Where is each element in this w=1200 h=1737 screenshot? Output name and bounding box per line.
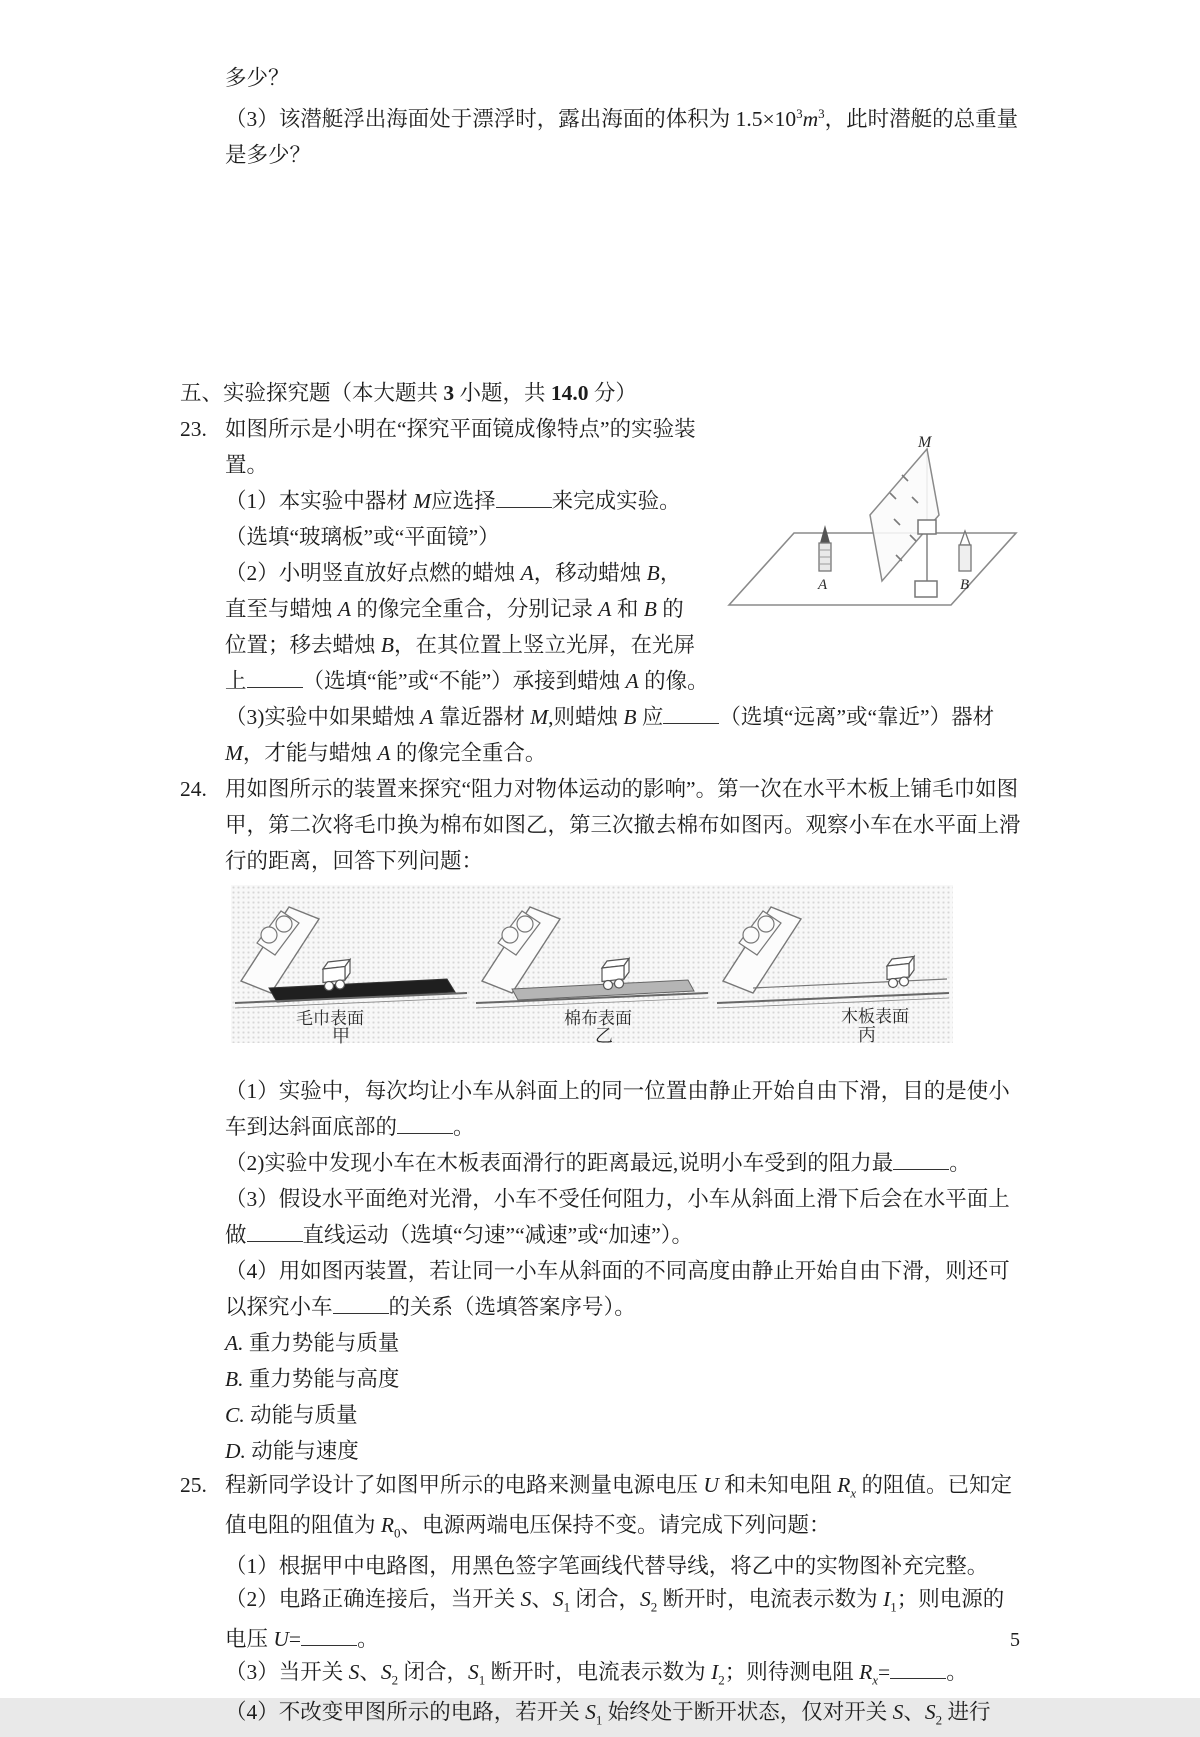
text-segment: 1 <box>890 1599 897 1615</box>
text-segment: ，此时潜艇的总重量是多少？ <box>225 107 1019 168</box>
panel-tag: 乙 <box>595 1026 613 1047</box>
question-part <box>225 1696 1022 1736</box>
text-segment: S <box>585 1700 596 1725</box>
text-segment: B <box>643 597 657 622</box>
text-segment: 来完成实验。（选填“玻璃板”或“平面镜”） <box>225 489 681 550</box>
question-part <box>225 1253 1022 1325</box>
page-content <box>180 60 1022 1737</box>
option-item <box>225 1361 1022 1397</box>
text-segment: = <box>878 1660 891 1685</box>
text-segment: （3）假设水平面绝对光滑，小车不受任何阻力，小车从斜面上滑下后会在水平面上做 <box>225 1187 1010 1248</box>
text-segment: C. <box>225 1403 245 1428</box>
text-segment: R <box>380 1513 395 1538</box>
text-segment: 如图所示是小明在“探究平面镜成像特点”的实验装置。 <box>225 417 696 478</box>
question-part <box>225 699 1022 771</box>
text-segment: S <box>468 1660 479 1685</box>
text-segment: 14.0 <box>550 381 589 406</box>
answer-blank <box>247 669 303 688</box>
panel-tag: 甲 <box>332 1026 350 1047</box>
text-segment: （选填“能”或“不能”）承接到蜡烛 <box>302 669 626 694</box>
text-segment: 动能与质量 <box>244 1403 358 1428</box>
text-segment: 应 <box>636 705 664 730</box>
text-segment: （4）不改变甲图所示的电路，若开关 <box>225 1700 586 1725</box>
option-item <box>225 1325 1022 1361</box>
text-segment: 程新同学设计了如图甲所示的电路来测量电源电压 <box>225 1473 704 1498</box>
text-segment: S <box>380 1660 392 1685</box>
question-body <box>225 411 1022 771</box>
question-part <box>225 1656 1022 1696</box>
text-segment: （1）本实验中器材 <box>225 489 414 514</box>
text-segment: 闭合， <box>570 1586 641 1611</box>
panel-board <box>717 907 949 1045</box>
text-segment: 的关系（选填答案序号）。 <box>388 1295 636 1320</box>
text-segment: 2 <box>718 1672 725 1688</box>
text-segment: B. <box>225 1367 244 1392</box>
text-segment: A <box>625 669 639 694</box>
table-surface <box>729 533 1016 605</box>
option-item <box>225 1397 1022 1433</box>
section-header <box>180 375 1022 411</box>
text-segment: R <box>859 1660 873 1685</box>
text-segment: 多少？ <box>225 66 290 90</box>
text-segment: 2 <box>935 1712 943 1728</box>
text-segment: （2）小明竖直放好点燃的蜡烛 <box>225 561 521 586</box>
question-body <box>225 1469 1022 1736</box>
text-segment: 3 <box>796 106 803 121</box>
question-part <box>225 1550 1022 1583</box>
text-segment: （3)实验中如果蜡烛 <box>225 705 421 730</box>
question-23 <box>180 411 1022 771</box>
question-part <box>225 1073 1022 1145</box>
text-segment: ，移动蜡烛 <box>533 561 647 586</box>
question-part <box>225 96 1022 173</box>
text-segment: ，在其位置上竖立光屏，在光屏上 <box>225 633 696 694</box>
text-segment: S <box>892 1700 904 1725</box>
question-part <box>225 1583 1022 1656</box>
question-intro <box>225 771 1022 879</box>
towel-surface <box>269 979 455 1002</box>
text-segment: 应选择 <box>431 489 496 514</box>
text-segment: M <box>530 705 549 730</box>
text-segment: ,则蜡烛 <box>548 705 624 730</box>
text-segment: S <box>552 1586 564 1611</box>
text-segment: 0 <box>394 1525 401 1541</box>
text-segment: S <box>348 1660 360 1685</box>
text-segment: 、 <box>359 1660 381 1685</box>
text-segment: 的位置；移去蜡烛 <box>225 597 684 658</box>
text-segment: （选填“远离”或“靠近”）器材 <box>719 705 995 730</box>
text-segment: S <box>924 1700 936 1725</box>
text-segment: A <box>520 561 534 586</box>
text-segment: 用如图所示的装置来探究“阻力对物体运动的影响”。第一次在水平木板上铺毛巾如图甲，第二次将毛巾换为棉布如图乙，第三次撤去棉布如图丙。观察小车在水平面上滑行的距离，回答下列问题： <box>225 777 1021 874</box>
text-segment: x <box>872 1672 879 1688</box>
text-segment: = <box>288 1627 302 1652</box>
text-segment: B <box>380 633 395 658</box>
panel-cotton <box>476 907 708 1046</box>
cart-on-surface <box>887 957 914 988</box>
text-segment: D. <box>225 1439 246 1464</box>
text-segment: S <box>520 1586 532 1611</box>
text-segment: A <box>420 705 434 730</box>
clamp-middle <box>918 520 936 534</box>
panel-tag: 丙 <box>858 1025 876 1046</box>
answer-blank <box>247 1223 303 1242</box>
text-segment: 五、实验探究题（本大题共 <box>180 381 444 406</box>
text-segment: （3）当开关 <box>225 1660 349 1685</box>
question-25 <box>180 1469 1022 1736</box>
question-number: 23. <box>180 417 207 442</box>
text-segment: 。 <box>949 1151 971 1176</box>
text-segment: 分） <box>588 381 637 406</box>
text-segment: 的像完全重合，分别记录 <box>351 597 599 622</box>
plane-mirror-experiment-figure <box>722 433 1022 633</box>
text-segment: 和未知电阻 <box>718 1473 838 1498</box>
text-segment: B <box>646 561 660 586</box>
text-segment: （1）根据甲中电路图，用黑色签字笔画线代替导线，将乙中的实物图补充完整。 <box>225 1553 989 1578</box>
question-body <box>225 771 1022 1469</box>
text-segment: 、 <box>903 1700 925 1725</box>
text-segment: I <box>711 1660 719 1685</box>
text-segment: 。 <box>453 1115 475 1140</box>
text-segment: U <box>703 1473 719 1498</box>
text-segment: （3）该潜艇浮出海面处于漂浮时，露出海面的体积为 1.5×10 <box>225 107 797 132</box>
text-segment: ；则电源的电压 <box>225 1586 1005 1652</box>
text-segment: 、 <box>531 1586 553 1611</box>
page-number: 5 <box>1010 1629 1020 1651</box>
text-segment: 3 <box>818 106 825 121</box>
text-segment: 1 <box>478 1672 486 1688</box>
label-m: M <box>918 434 932 452</box>
question-24 <box>180 771 1022 1469</box>
surface-label: 棉布表面 <box>564 1009 632 1029</box>
text-segment: S <box>640 1586 651 1611</box>
text-segment: 、电源两端电压保持不变。请完成下列问题： <box>400 1513 831 1538</box>
text-segment: 重力势能与质量 <box>243 1331 400 1356</box>
text-segment: A <box>598 597 612 622</box>
text-segment: 进行 <box>942 1700 991 1725</box>
answer-blank <box>333 1295 389 1314</box>
answer-blank <box>397 1115 453 1134</box>
text-segment: m <box>802 107 819 132</box>
question-intro <box>225 1469 1022 1550</box>
text-segment: 和 <box>611 597 644 622</box>
text-segment: M <box>225 741 243 766</box>
text-segment: A <box>377 741 391 766</box>
text-segment: （2）电路正确连接后，当开关 <box>225 1586 521 1611</box>
question-number: 25. <box>180 1473 207 1498</box>
text-segment: 靠近器材 <box>433 705 531 730</box>
surface-label: 毛巾表面 <box>296 1009 364 1029</box>
text-segment: 动能与速度 <box>245 1439 359 1464</box>
label-b: B <box>960 577 970 594</box>
question-part <box>225 1145 1022 1181</box>
text-segment: 重力势能与高度 <box>243 1367 400 1392</box>
text-segment: 1 <box>595 1712 603 1728</box>
text-segment: A <box>337 597 352 622</box>
text-segment: x <box>850 1485 857 1501</box>
text-segment: M <box>413 489 432 514</box>
text-segment: ，才能与蜡烛 <box>242 741 378 766</box>
text-segment: 始终处于断开状态，仅对开关 <box>602 1700 893 1725</box>
text-segment: （4）用如图丙装置，若让同一小车从斜面的不同高度由静止开始自由下滑，则还可以探究小车 <box>225 1259 1010 1320</box>
answer-blank <box>496 489 552 508</box>
text-segment: R <box>837 1473 851 1498</box>
board-surface <box>753 979 947 988</box>
text-segment: U <box>273 1627 289 1652</box>
clamp-bottom <box>915 581 937 597</box>
text-segment: 的阻值。已知定值电阻的阻值为 <box>225 1473 1012 1538</box>
text-segment: 的像。 <box>638 669 709 694</box>
text-segment: 。 <box>357 1627 379 1652</box>
label-a: A <box>818 577 828 594</box>
text-segment: 闭合， <box>398 1660 469 1685</box>
text-segment: I <box>883 1586 891 1611</box>
text-segment: 2 <box>391 1672 399 1688</box>
text-segment: ；则待测电阻 <box>724 1660 860 1685</box>
text-segment: 1 <box>563 1599 571 1615</box>
panel-towel <box>235 907 467 1046</box>
text-segment: B <box>623 705 637 730</box>
text-segment: A. <box>225 1331 244 1356</box>
answer-blank <box>301 1627 357 1646</box>
text-segment: （2)实验中发现小车在木板表面滑行的距离最远,说明小车受到的阻力最 <box>225 1151 894 1176</box>
question-number: 24. <box>180 777 207 802</box>
answer-blank <box>663 705 719 724</box>
surface-label: 木板表面 <box>841 1007 909 1027</box>
question-part <box>225 1181 1022 1253</box>
text-segment: （1）实验中，每次均让小车从斜面上的同一位置由静止开始自由下滑，目的是使小车到达斜面底部的 <box>225 1079 1010 1140</box>
text-segment: 直线运动（选填“匀速”“减速”或“加速”）。 <box>302 1223 694 1248</box>
question-22-continuation <box>225 60 1022 173</box>
text-segment: 小题，共 <box>454 381 551 406</box>
answer-blank <box>893 1151 949 1170</box>
friction-experiment-figure <box>231 885 953 1047</box>
text-segment: 的像完全重合。 <box>390 741 547 766</box>
question-text <box>225 60 1022 96</box>
answer-blank <box>890 1660 946 1679</box>
text-segment: 3 <box>443 381 455 406</box>
text-segment: 。 <box>946 1660 968 1685</box>
text-segment: 断开时，电流表示数为 <box>485 1660 712 1685</box>
option-item <box>225 1433 1022 1469</box>
text-segment: ，直至与蜡烛 <box>225 561 682 622</box>
text-segment: 断开时，电流表示数为 <box>657 1586 884 1611</box>
text-segment: 2 <box>650 1599 658 1615</box>
